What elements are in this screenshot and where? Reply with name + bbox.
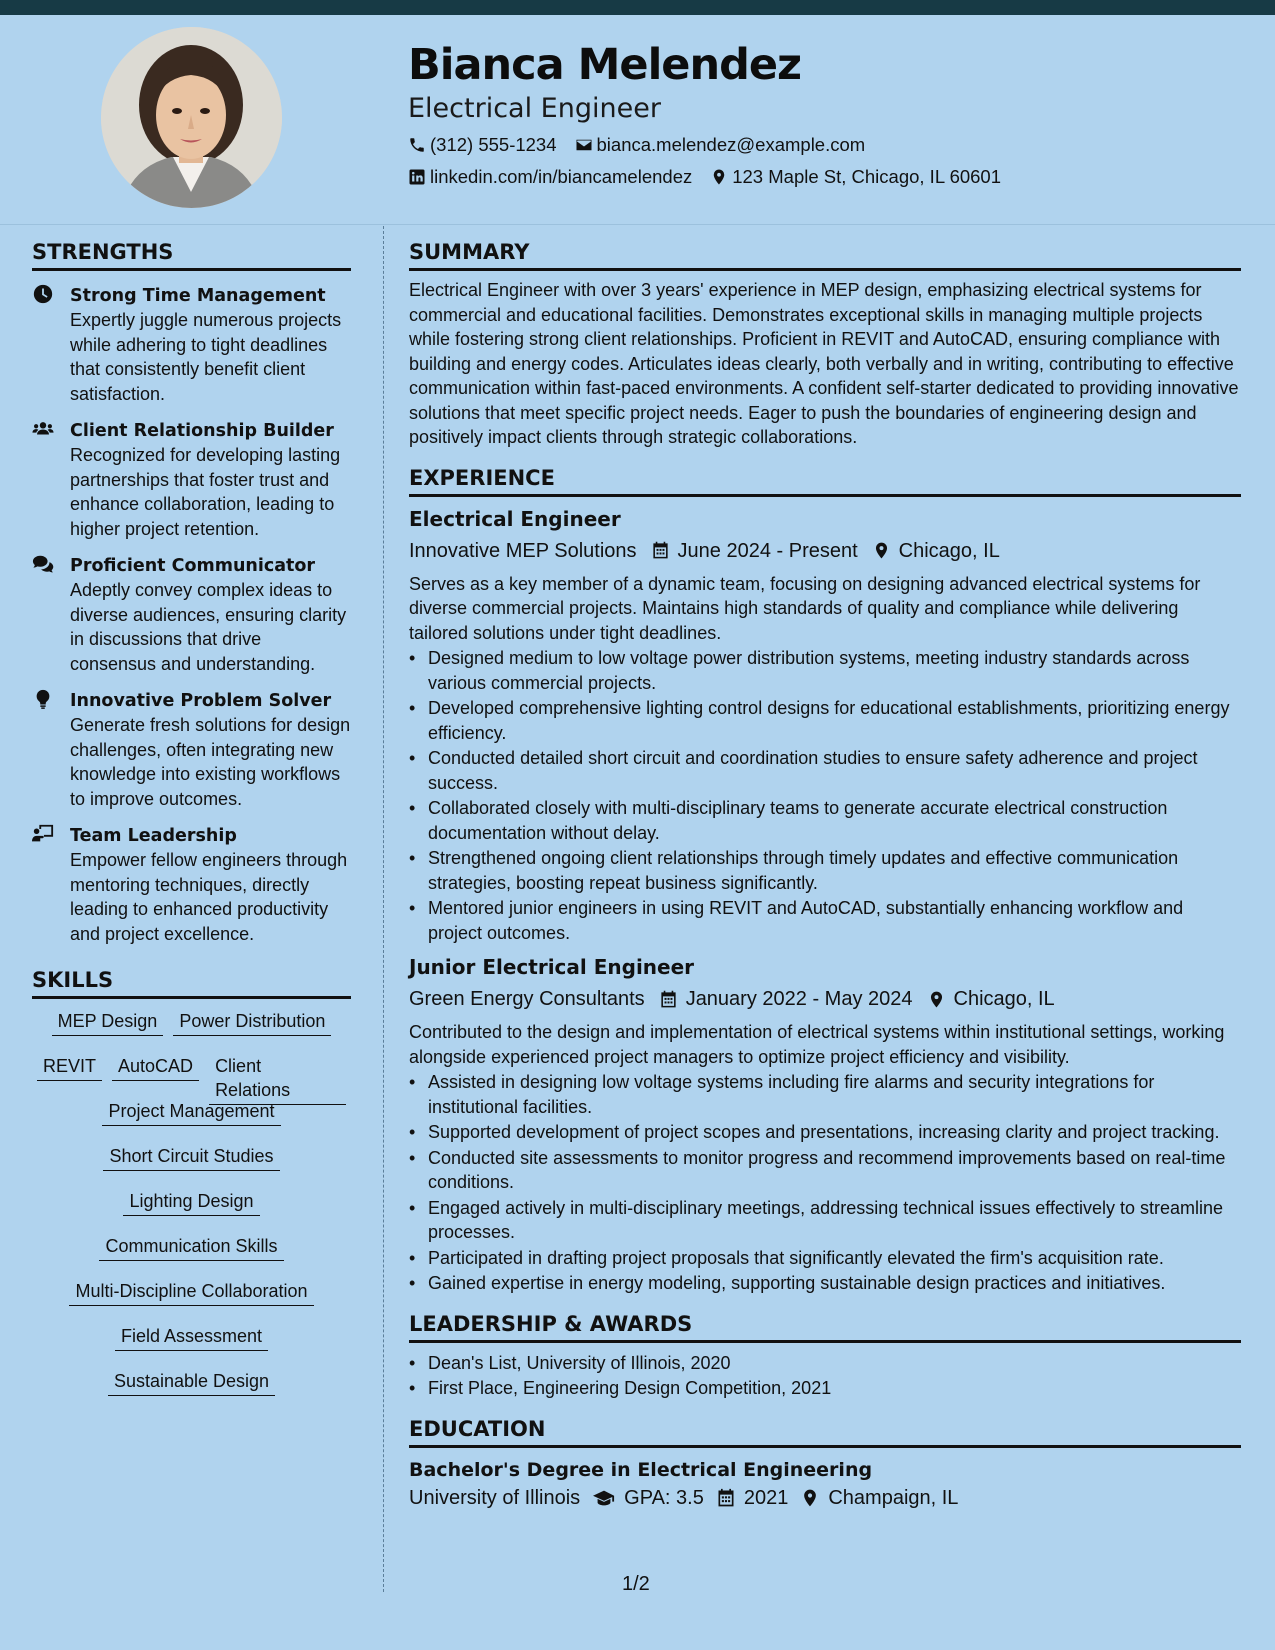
list-item: • Conducted site assessments to monitor progress and recommend improvements based on real-time conditions. <box>409 1146 1241 1195</box>
skills-row <box>32 1009 351 1054</box>
job-bullets <box>409 1070 1241 1296</box>
job-dates: June 2024 - Present <box>677 539 858 562</box>
job-company: Green Energy Consultants <box>409 988 645 1010</box>
map-marker-icon <box>710 168 728 186</box>
top-bar <box>0 0 1275 15</box>
email-text: bianca.melendez@example.com <box>596 134 866 155</box>
skill-tag: AutoCAD <box>112 1054 199 1081</box>
strength-desc: Empower fellow engineers through mentoring techniques, directly leading to enhanced productivity and project excellence. <box>70 850 348 944</box>
job-title: Electrical Engineer <box>409 506 621 531</box>
list-item: • First Place, Engineering Design Competition, 2021 <box>409 1376 1241 1401</box>
comments-icon <box>32 553 56 577</box>
skill-tag: Short Circuit Studies <box>103 1144 279 1171</box>
job-dates: January 2022 - May 2024 <box>685 988 913 1010</box>
job-meta <box>409 986 1241 1012</box>
address-contact <box>710 166 1001 188</box>
skills-list <box>32 1009 351 1414</box>
strength-desc: Recognized for developing lasting partnerships that foster trust and enhance collaboration, leading to higher project retention. <box>70 445 341 539</box>
list-item: • Supported development of project scopes and presentations, increasing clarity and project tracking. <box>409 1120 1241 1145</box>
strength-title: Client Relationship Builder <box>70 421 334 441</box>
skill-tag: Multi-Discipline Collaboration <box>69 1279 313 1306</box>
map-marker-icon <box>872 541 891 560</box>
candidate-title: Electrical Engineer <box>408 93 661 124</box>
strength-item <box>32 284 351 406</box>
linkedin-icon <box>408 168 426 186</box>
strength-item <box>32 689 351 811</box>
strength-desc: Expertly juggle numerous projects while adhering to tight deadlines that consistently benefit client satisfaction. <box>70 310 342 404</box>
skill-tag: Field Assessment <box>115 1324 268 1351</box>
envelope-icon <box>575 136 593 154</box>
education-heading: EDUCATION <box>409 1417 1241 1448</box>
job-description: Contributed to the design and implementation of electrical systems within institutional settings, working alongside experienced project managers to optimize project efficiency and visibility. <box>409 1022 1225 1067</box>
skill-tag: Project Management <box>102 1099 280 1126</box>
list-item: • Collaborated closely with multi-disciplinary teams to generate accurate electrical construction documentation without delay. <box>409 796 1241 845</box>
edu-gpa: GPA: 3.5 <box>624 1486 704 1509</box>
skill-tag: Client Relations <box>209 1054 346 1105</box>
clock-icon <box>32 283 56 307</box>
strength-title: Strong Time Management <box>70 286 326 306</box>
graduation-cap-icon <box>592 1487 616 1509</box>
list-item: • Engaged actively in multi-disciplinary meetings, addressing technical issues effectively to streamline processes. <box>409 1196 1241 1245</box>
list-item: • Assisted in designing low voltage systems including fire alarms and security integrations for institutional facilities. <box>409 1070 1241 1119</box>
strength-title: Team Leadership <box>70 826 237 846</box>
skill-tag: Sustainable Design <box>108 1369 275 1396</box>
left-column <box>32 240 351 1414</box>
header-divider <box>0 224 1275 225</box>
skills-row <box>32 1369 351 1414</box>
job-entry <box>409 954 1241 1296</box>
list-item: • Gained expertise in energy modeling, supporting sustainable design practices and initiatives. <box>409 1271 1241 1296</box>
skills-row <box>32 1144 351 1189</box>
strength-title: Proficient Communicator <box>70 556 316 576</box>
strength-item <box>32 554 351 676</box>
awards-heading: LEADERSHIP & AWARDS <box>409 1312 1241 1343</box>
linkedin-text: linkedin.com/in/biancamelendez <box>430 166 693 187</box>
contact-row-1 <box>408 134 883 156</box>
address-text: 123 Maple St, Chicago, IL 60601 <box>732 166 1002 187</box>
edu-school: University of Illinois <box>409 1486 581 1509</box>
list-item: • Dean's List, University of Illinois, 2020 <box>409 1351 1241 1376</box>
phone-icon <box>408 136 426 154</box>
strength-item <box>32 419 351 541</box>
job-location: Chicago, IL <box>953 988 1055 1010</box>
phone-contact[interactable] <box>408 134 557 156</box>
map-marker-icon <box>927 990 946 1009</box>
job-company: Innovative MEP Solutions <box>409 539 637 562</box>
edu-year: 2021 <box>743 1486 789 1509</box>
list-item: • Strengthened ongoing client relationships through timely updates and effective communication strategies, boosting repeat business significantly. <box>409 846 1241 895</box>
email-contact[interactable] <box>575 134 866 156</box>
skill-tag: MEP Design <box>52 1009 164 1036</box>
skills-row <box>32 1234 351 1279</box>
skills-row <box>32 1099 351 1144</box>
candidate-name: Bianca Melendez <box>408 40 802 90</box>
job-entry <box>409 506 1241 946</box>
edu-meta <box>409 1487 1241 1510</box>
profile-photo <box>101 27 282 208</box>
calendar-icon <box>716 1488 736 1508</box>
strength-desc: Generate fresh solutions for design challenges, often integrating new knowledge into existing workflows to improve outcomes. <box>70 715 351 809</box>
job-bullets <box>409 646 1241 945</box>
lightbulb-icon <box>32 688 56 712</box>
list-item: • Developed comprehensive lighting control designs for educational establishments, prioritizing energy efficiency. <box>409 696 1241 745</box>
job-title: Junior Electrical Engineer <box>409 955 695 979</box>
skills-row <box>32 1054 351 1099</box>
strength-desc: Adeptly convey complex ideas to diverse audiences, ensuring clarity in discussions that drive consensus and understanding. <box>70 580 347 674</box>
skill-tag: Power Distribution <box>173 1009 331 1036</box>
skill-tag: REVIT <box>37 1054 102 1081</box>
skills-heading: SKILLS <box>32 968 351 999</box>
skill-tag: Communication Skills <box>99 1234 283 1261</box>
skills-row <box>32 1279 351 1324</box>
awards-list <box>409 1351 1241 1401</box>
linkedin-contact[interactable] <box>408 166 692 188</box>
strength-item <box>32 824 351 946</box>
skill-tag: Lighting Design <box>123 1189 259 1216</box>
skills-row <box>32 1324 351 1369</box>
strength-title: Innovative Problem Solver <box>70 691 332 711</box>
list-item: • Conducted detailed short circuit and coordination studies to ensure safety adherence and project success. <box>409 746 1241 795</box>
calendar-icon <box>659 990 678 1009</box>
job-description: Serves as a key member of a dynamic team, focusing on designing advanced electrical systems for diverse commercial projects. Maintains high standards of quality and compliance while delivering tailored solutions under tight deadlines. <box>409 573 1201 643</box>
users-icon <box>32 418 56 442</box>
list-item: • Mentored junior engineers in using REVIT and AutoCAD, substantially enhancing workflow and project outcomes. <box>409 896 1241 945</box>
job-meta <box>409 538 1241 564</box>
list-item: • Participated in drafting project proposals that significantly elevated the firm's acquisition rate. <box>409 1246 1241 1271</box>
chalkboard-teacher-icon <box>32 823 56 847</box>
contact-row-2 <box>408 166 1019 188</box>
list-item: • Designed medium to low voltage power distribution systems, meeting industry standards across various commercial projects. <box>409 646 1241 695</box>
experience-heading: EXPERIENCE <box>409 466 1241 497</box>
summary-text: Electrical Engineer with over 3 years' experience in MEP design, emphasizing electrical systems for commercial and educational facilities. Demonstrates exceptional skills in managing multiple projects while fostering strong client relationships. Proficient in REVIT and AutoCAD, ensuring compliance with building and energy codes. Articulates ideas clearly, both verbally and in writing, contributing to effective communication within fast-paced environments. A confident self-starter dedicated to providing innovative solutions that meet specific project needs. Eager to push the boundaries of engineering design and positively impact clients through strategic collaborations. <box>409 280 1239 447</box>
skills-row <box>32 1189 351 1234</box>
map-marker-icon <box>800 1488 820 1508</box>
edu-location: Champaign, IL <box>828 1486 959 1509</box>
page-number: 1/2 <box>622 1573 650 1595</box>
column-divider <box>383 226 384 1592</box>
calendar-icon <box>651 541 670 560</box>
right-column <box>409 240 1241 1510</box>
edu-degree: Bachelor's Degree in Electrical Engineering <box>409 1458 873 1481</box>
job-location: Chicago, IL <box>898 539 1000 562</box>
strengths-heading: STRENGTHS <box>32 240 351 271</box>
summary-heading: SUMMARY <box>409 240 1241 271</box>
phone-text: (312) 555-1234 <box>430 134 557 155</box>
